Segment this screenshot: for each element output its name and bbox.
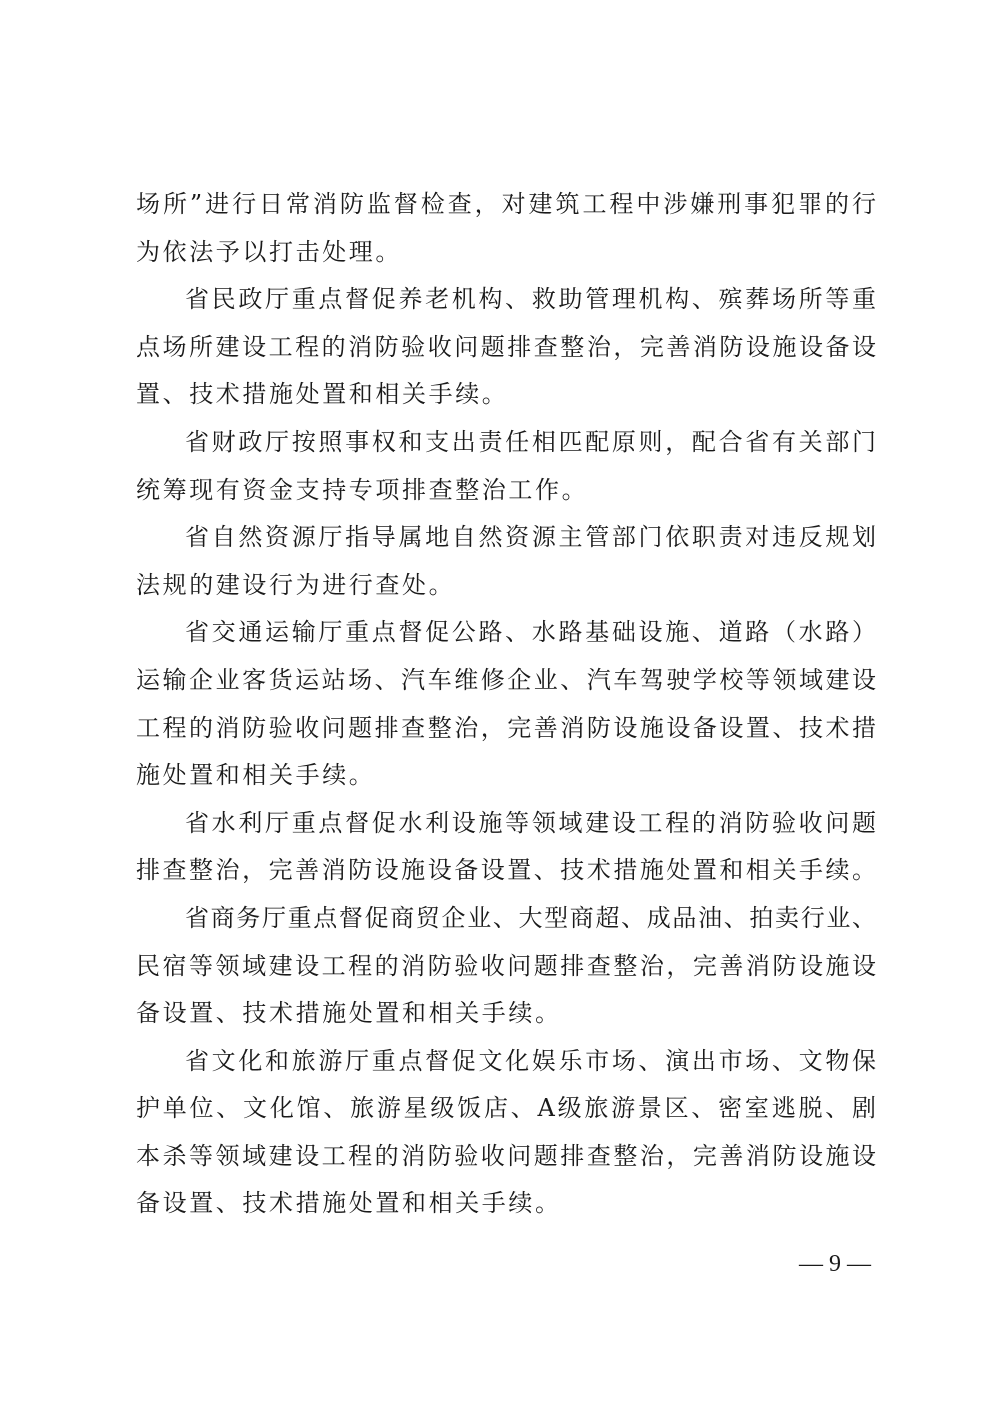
paragraph-2-line-1: 省民政厅重点督促养老机构、救助管理机构、殡葬场所等重 — [185, 285, 876, 314]
paragraph-4-line-1: 省自然资源厅指导属地自然资源主管部门依职责对违反规划 — [185, 523, 876, 552]
paragraph-7-line-1: 省商务厅重点督促商贸企业、大型商超、成品油、拍卖行业、 — [185, 903, 876, 932]
paragraph-8-line-1: 省文化和旅游厅重点督促文化娱乐市场、演出市场、文物保 — [185, 1046, 876, 1075]
paragraph-5-line-1: 省交通运输厅重点督促公路、水路基础设施、道路（水路） — [185, 618, 876, 647]
paragraph-3-line-1: 省财政厅按照事权和支出责任相匹配原则，配合省有关部门 — [185, 427, 876, 456]
paragraph-2-line-2: 点场所建设工程的消防验收问题排查整治，完善消防设施设备设 — [136, 332, 876, 361]
paragraph-6-line-1: 省水利厅重点督促水利设施等领域建设工程的消防验收问题 — [185, 808, 876, 837]
paragraph-5-line-2: 运输企业客货运站场、汽车维修企业、汽车驾驶学校等领域建设 — [136, 665, 876, 694]
paragraph-5-line-4: 施处置和相关手续。 — [136, 761, 376, 790]
paragraph-8-line-4: 备设置、技术措施处置和相关手续。 — [136, 1189, 562, 1218]
paragraph-7-line-3: 备设置、技术措施处置和相关手续。 — [136, 999, 562, 1028]
paragraph-8-line-2: 护单位、文化馆、旅游星级饭店、A级旅游景区、密室逃脱、剧 — [136, 1094, 876, 1123]
paragraph-4-line-2: 法规的建设行为进行查处。 — [136, 570, 456, 599]
document-body — [136, 181, 876, 1228]
paragraph-6-line-2: 排查整治，完善消防设施设备设置、技术措施处置和相关手续。 — [136, 856, 876, 885]
paragraph-1-line-2: 为依法予以打击处理。 — [136, 237, 402, 266]
paragraph-5-line-3: 工程的消防验收问题排查整治，完善消防设施设备设置、技术措 — [136, 713, 876, 742]
paragraph-7-line-2: 民宿等领域建设工程的消防验收问题排查整治，完善消防设施设 — [136, 951, 876, 980]
paragraph-2-line-3: 置、技术措施处置和相关手续。 — [136, 380, 509, 409]
page-number: — 9 — — [799, 1251, 871, 1277]
paragraph-3-line-2: 统筹现有资金支持专项排查整治工作。 — [136, 475, 589, 504]
paragraph-1-line-1: 场所”进行日常消防监督检查，对建筑工程中涉嫌刑事犯罪的行 — [136, 190, 876, 218]
paragraph-8-line-3: 本杀等领域建设工程的消防验收问题排查整治，完善消防设施设 — [136, 1141, 876, 1170]
